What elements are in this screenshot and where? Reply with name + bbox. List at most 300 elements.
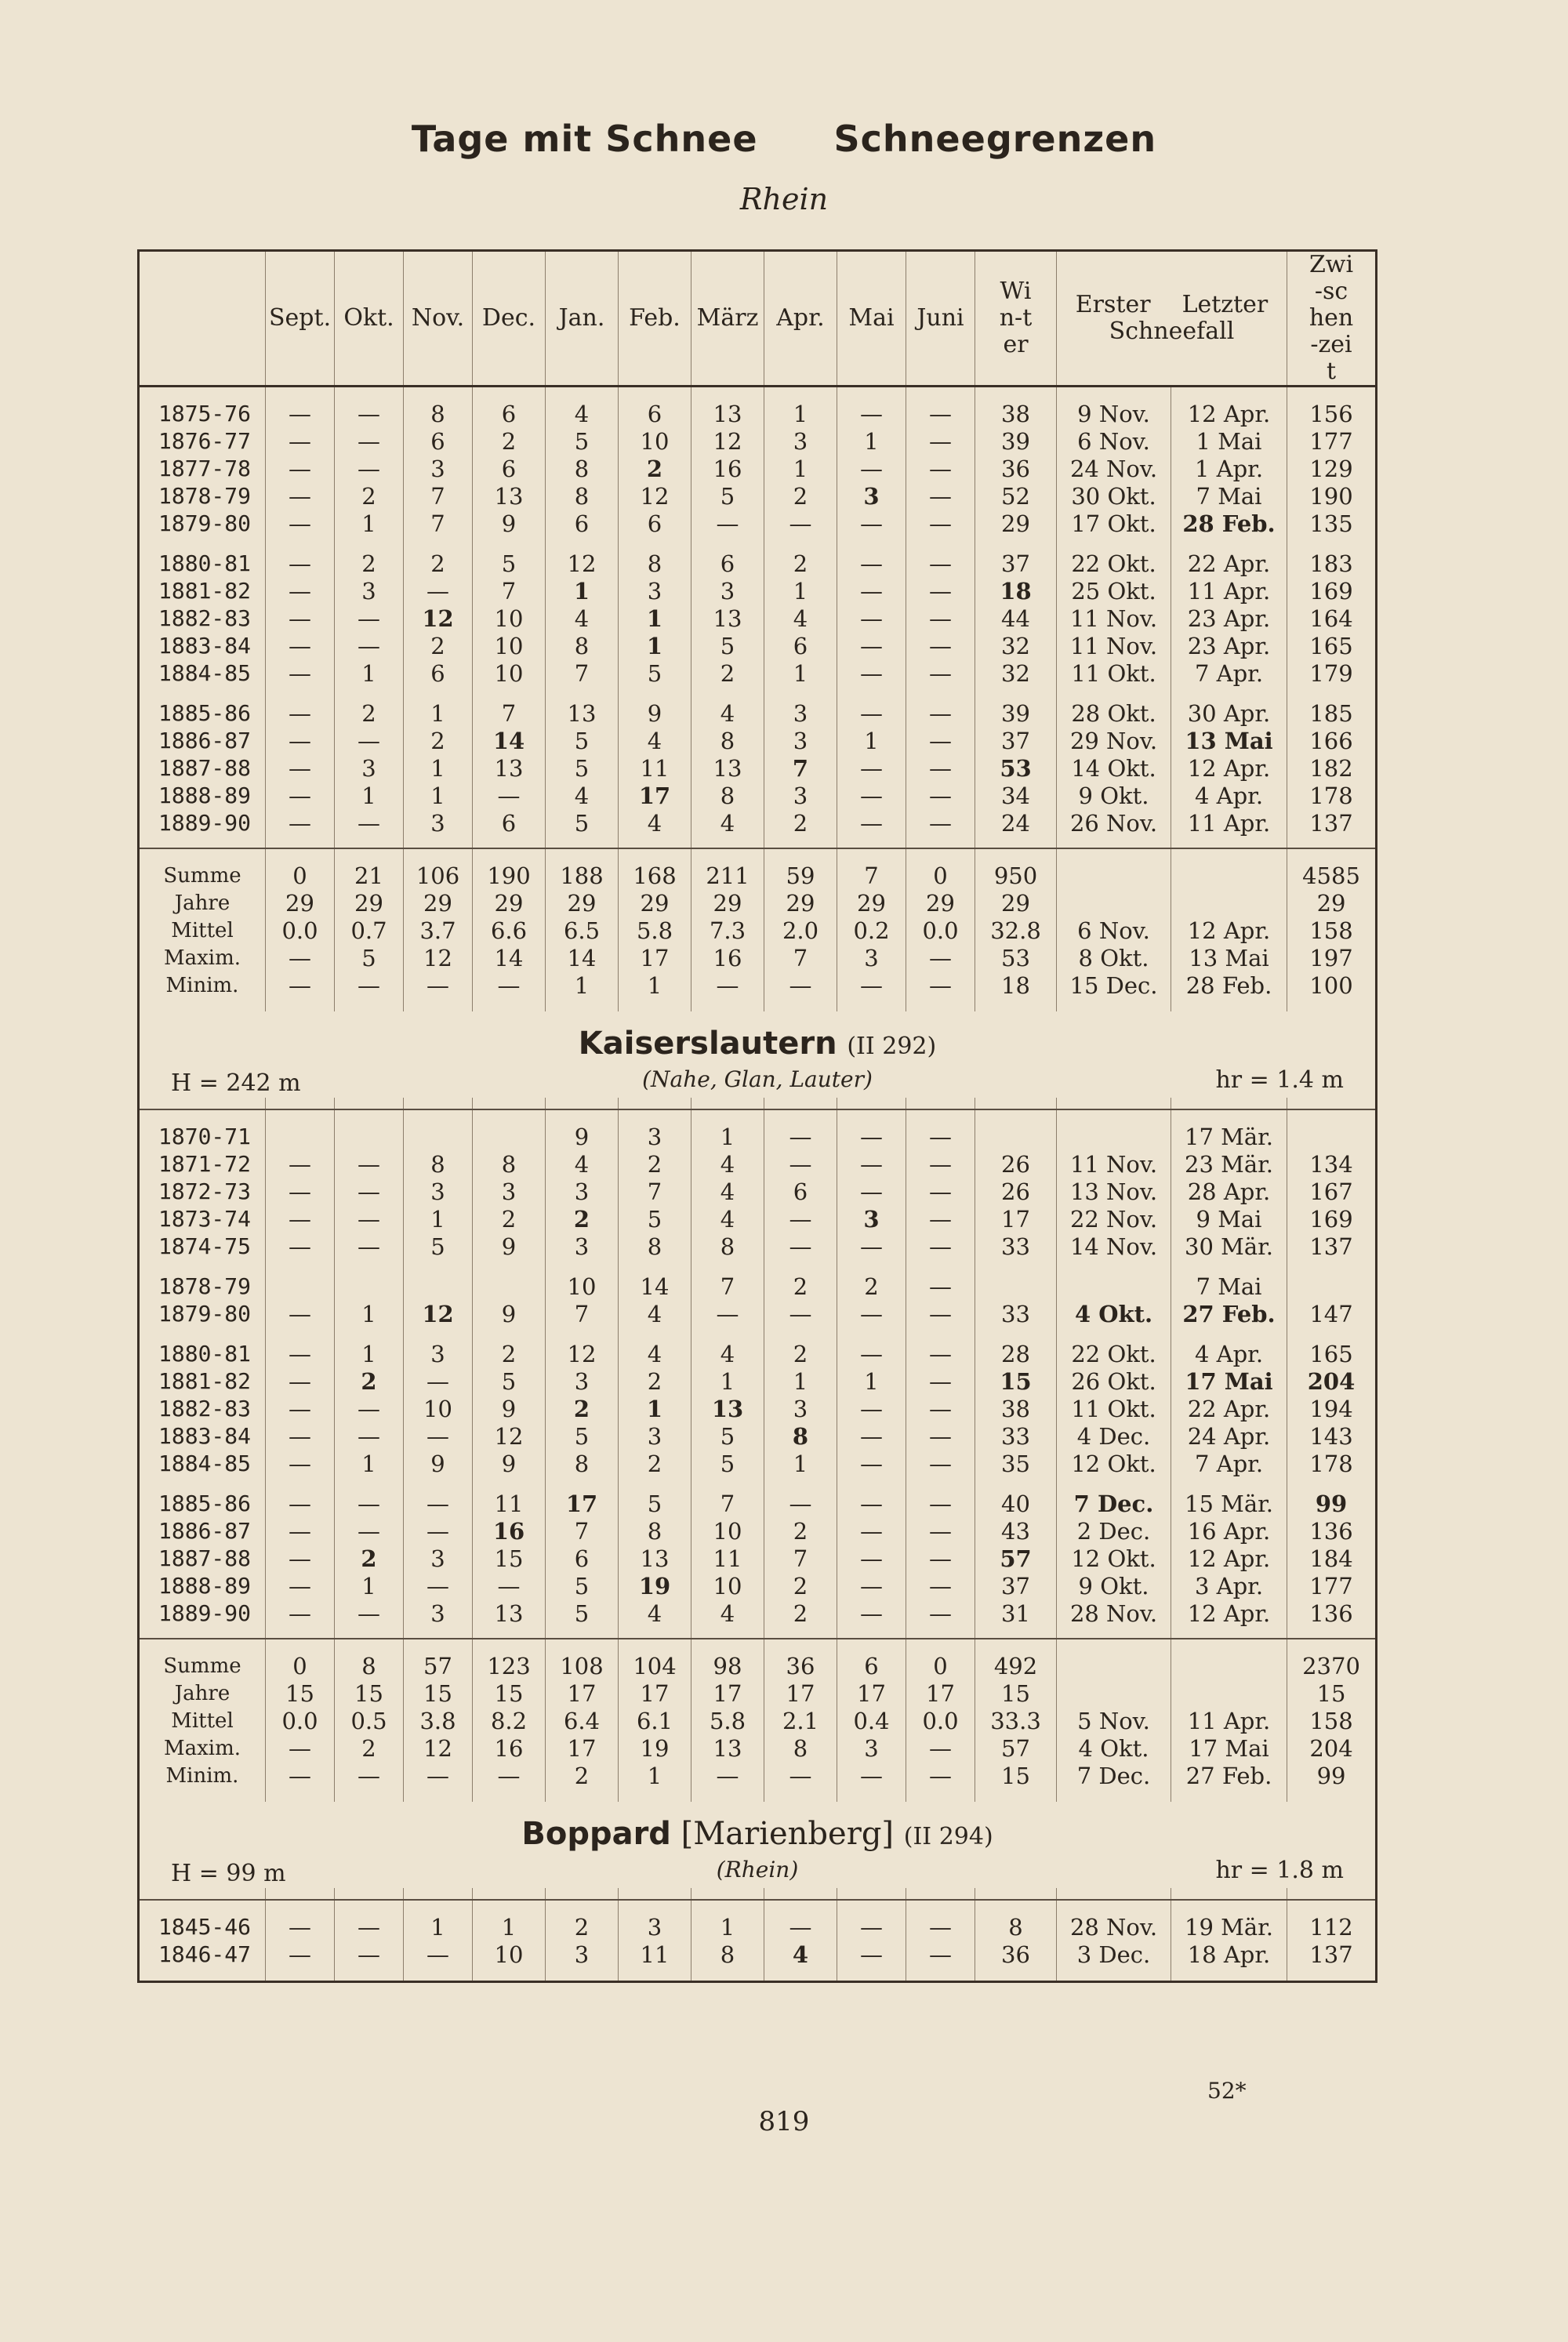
table-cell: 2 — [546, 1205, 619, 1233]
table-cell: — — [266, 1178, 335, 1205]
summary-row — [139, 1734, 1377, 1762]
table-cell: 204 — [1287, 1734, 1377, 1762]
spacer-cell — [764, 837, 837, 848]
table-cell: 2 — [335, 699, 404, 727]
table-cell: 6.5 — [546, 917, 619, 944]
table-cell: 188 — [546, 862, 619, 889]
table-cell: 14 — [546, 944, 619, 971]
table-cell — [975, 1123, 1057, 1150]
spacer-cell — [764, 387, 837, 401]
table-cell: 165 — [1287, 632, 1377, 659]
table-row — [139, 455, 1377, 482]
spacer-cell — [335, 1627, 404, 1639]
table-cell: 7 — [764, 944, 837, 971]
table-cell: — — [837, 1300, 906, 1327]
table-cell: 158 — [1287, 917, 1377, 944]
year-cell: 1878-79 — [158, 483, 252, 509]
header-letzter: Letzter — [1181, 291, 1269, 318]
spacer-cell — [1057, 1260, 1171, 1273]
table-cell: 1 — [404, 1913, 473, 1941]
table-cell: 30 Apr. — [1171, 699, 1287, 727]
spacer-row — [139, 1888, 1377, 1900]
spacer-cell — [266, 1888, 335, 1900]
header-erster-letzter — [1060, 292, 1283, 318]
table-cell: 9 — [473, 1233, 546, 1260]
spacer-cell — [691, 848, 764, 862]
table-cell: — — [837, 1450, 906, 1477]
table-cell: 178 — [1287, 782, 1377, 809]
table-cell: — — [335, 400, 404, 427]
table-cell: 2 — [764, 1517, 837, 1545]
spacer-cell — [1171, 1888, 1287, 1900]
table-cell: 137 — [1287, 1233, 1377, 1260]
spacer-cell — [975, 537, 1057, 550]
year-cell: 1845-46 — [158, 1914, 252, 1940]
table-cell: 0.0 — [906, 1707, 975, 1734]
table-cell: 25 Okt. — [1057, 577, 1171, 605]
table-cell: 4 — [619, 809, 691, 837]
station-header-cell — [139, 1802, 1377, 1888]
table-cell — [1057, 1679, 1171, 1707]
table-cell: — — [837, 1572, 906, 1599]
table-cell: 5.8 — [691, 1707, 764, 1734]
table-cell: 3 — [837, 1734, 906, 1762]
table-cell: 1 — [619, 1395, 691, 1422]
table-cell: — — [691, 971, 764, 999]
table-cell: — — [473, 1762, 546, 1789]
year-cell: 1884-85 — [158, 1451, 252, 1476]
table-cell: 3.7 — [404, 917, 473, 944]
table-cell: 28 Nov. — [1057, 1599, 1171, 1627]
station-header — [140, 1802, 1375, 1888]
table-cell: 5 — [546, 1422, 619, 1450]
table-cell: 8.2 — [473, 1707, 546, 1734]
spacer-cell — [404, 1968, 473, 1982]
table-cell: 3 — [764, 727, 837, 754]
table-cell: 9 — [473, 1395, 546, 1422]
table-cell: 7 — [404, 482, 473, 510]
spacer-cell — [1057, 1098, 1171, 1109]
header-zwischenzeit — [1287, 251, 1377, 387]
spacer-cell — [764, 1888, 837, 1900]
table-cell: — — [837, 809, 906, 837]
table-cell: 31 — [975, 1599, 1057, 1627]
table-cell: 1 — [473, 1913, 546, 1941]
table-cell: 2 — [404, 550, 473, 577]
spacer-cell — [473, 837, 546, 848]
table-row — [139, 782, 1377, 809]
table-cell: 8 — [619, 1233, 691, 1260]
table-row — [139, 1150, 1377, 1178]
spacer-cell — [837, 1627, 906, 1639]
spacer-cell — [404, 1639, 473, 1652]
spacer-cell — [546, 1477, 619, 1490]
table-cell: 8 — [335, 1652, 404, 1679]
spacer-row — [139, 1968, 1377, 1982]
spacer-cell — [619, 837, 691, 848]
table-cell: — — [335, 1913, 404, 1941]
table-cell: 15 Dec. — [1057, 971, 1171, 999]
spacer-cell — [764, 1109, 837, 1123]
spacer-cell — [1057, 1789, 1171, 1802]
table-row — [139, 1233, 1377, 1260]
spacer-cell — [764, 1789, 837, 1802]
table-cell: 6 Nov. — [1057, 917, 1171, 944]
year-cell: 1887-88 — [158, 755, 252, 781]
table-cell: 3 Apr. — [1171, 1572, 1287, 1599]
spacer-cell — [764, 1098, 837, 1109]
table-cell: 14 Nov. — [1057, 1233, 1171, 1260]
table-cell: 29 — [975, 889, 1057, 917]
table-row — [139, 427, 1377, 455]
year-cell: 1874-75 — [158, 1233, 252, 1259]
table-cell: 169 — [1287, 1205, 1377, 1233]
table-cell: — — [906, 1490, 975, 1517]
spacer-cell — [404, 1260, 473, 1273]
table-cell: 12 Apr. — [1171, 1545, 1287, 1572]
table-cell: — — [764, 1205, 837, 1233]
spacer-cell — [546, 687, 619, 699]
spacer-cell — [473, 687, 546, 699]
table-cell: 6 — [404, 427, 473, 455]
table-cell: 16 — [473, 1734, 546, 1762]
spacer-cell — [335, 1477, 404, 1490]
table-cell: 1 — [764, 1450, 837, 1477]
table-cell: 4 Dec. — [1057, 1422, 1171, 1450]
table-cell: 3 — [619, 1123, 691, 1150]
spacer-cell — [546, 1900, 619, 1913]
spacer-row — [139, 1789, 1377, 1802]
table-cell: 1 — [619, 1762, 691, 1789]
table-cell: 8 — [691, 1941, 764, 1968]
table-cell: — — [335, 727, 404, 754]
table-cell: 100 — [1287, 971, 1377, 999]
spacer-cell — [473, 1477, 546, 1490]
table-cell: 3.8 — [404, 1707, 473, 1734]
spacer-cell — [837, 1888, 906, 1900]
table-cell: 15 — [975, 1679, 1057, 1707]
spacer-cell — [404, 1888, 473, 1900]
table-cell: — — [906, 550, 975, 577]
table-cell: 165 — [1287, 1340, 1377, 1367]
spacer-cell — [764, 687, 837, 699]
table-cell: — — [906, 944, 975, 971]
header-apr: Apr. — [764, 251, 837, 387]
table-cell: 4 — [619, 727, 691, 754]
table-cell: 2 — [546, 1395, 619, 1422]
table-cell: — — [906, 605, 975, 632]
spacer-cell — [139, 1109, 266, 1123]
table-cell — [335, 1123, 404, 1150]
table-cell: 4 — [546, 605, 619, 632]
spacer-cell — [975, 837, 1057, 848]
table-cell: — — [473, 971, 546, 999]
spacer-cell — [335, 1260, 404, 1273]
table-cell: — — [837, 400, 906, 427]
table-cell: — — [404, 1422, 473, 1450]
table-cell: — — [335, 1941, 404, 1968]
table-cell — [1287, 1123, 1377, 1150]
table-cell: 9 — [473, 510, 546, 537]
table-cell: — — [404, 577, 473, 605]
table-cell: 19 Mär. — [1171, 1913, 1287, 1941]
spacer-cell — [1057, 999, 1171, 1011]
table-row — [139, 1599, 1377, 1627]
table-cell: 211 — [691, 862, 764, 889]
table-cell: 28 Apr. — [1171, 1178, 1287, 1205]
spacer-cell — [473, 999, 546, 1011]
table-cell: — — [906, 1913, 975, 1941]
year-cell: 1846-47 — [158, 1941, 252, 1967]
table-cell: 15 — [404, 1679, 473, 1707]
table-cell: 13 Mai — [1171, 727, 1287, 754]
spacer-cell — [1287, 1098, 1377, 1109]
table-cell: 29 — [266, 889, 335, 917]
table-cell: 23 Apr. — [1171, 632, 1287, 659]
table-cell: 9 — [404, 1450, 473, 1477]
year-cell: 1872-73 — [158, 1178, 252, 1204]
table-cell: 179 — [1287, 659, 1377, 687]
summary-row — [139, 889, 1377, 917]
table-cell: 3 — [546, 1941, 619, 1968]
table-cell: 8 — [691, 782, 764, 809]
spacer-cell — [906, 1888, 975, 1900]
table-cell: 12 — [619, 482, 691, 510]
table-cell: 33.3 — [975, 1707, 1057, 1734]
table-cell: 2 Dec. — [1057, 1517, 1171, 1545]
table-cell: 15 — [1287, 1679, 1377, 1707]
table-cell: 158 — [1287, 1707, 1377, 1734]
table-cell: 5 — [691, 482, 764, 510]
spacer-cell — [139, 1327, 266, 1340]
table-cell: — — [335, 1422, 404, 1450]
table-cell: 10 — [473, 605, 546, 632]
table-cell: 44 — [975, 605, 1057, 632]
table-cell: 13 — [691, 1395, 764, 1422]
spacer-cell — [1287, 1109, 1377, 1123]
spacer-cell — [619, 1477, 691, 1490]
table-cell: 38 — [975, 400, 1057, 427]
table-cell: 13 Nov. — [1057, 1178, 1171, 1205]
spacer-cell — [906, 1477, 975, 1490]
spacer-cell — [837, 1327, 906, 1340]
table-cell: 8 — [404, 1150, 473, 1178]
table-cell: 1 — [691, 1367, 764, 1395]
spacer-cell — [691, 1968, 764, 1982]
year-cell: 1885-86 — [158, 1491, 252, 1516]
summary-label: Minim. — [165, 973, 239, 997]
table-cell: 13 — [473, 482, 546, 510]
spacer-cell — [546, 1098, 619, 1109]
spacer-cell — [619, 1109, 691, 1123]
spacer-row — [139, 1098, 1377, 1109]
table-cell: 2 — [764, 1273, 837, 1300]
table-row — [139, 1572, 1377, 1599]
spacer-cell — [546, 1789, 619, 1802]
table-cell: 16 Apr. — [1171, 1517, 1287, 1545]
table-cell: 7 Apr. — [1171, 1450, 1287, 1477]
spacer-cell — [266, 687, 335, 699]
table-cell: 2 — [473, 1205, 546, 1233]
table-cell: 3 — [619, 577, 691, 605]
spacer-cell — [1287, 387, 1377, 401]
spacer-cell — [1057, 387, 1171, 401]
table-cell: — — [764, 971, 837, 999]
table-cell: 6 — [473, 809, 546, 837]
table-cell: — — [266, 1367, 335, 1395]
table-cell: 12 Apr. — [1171, 754, 1287, 782]
table-cell: 16 — [691, 944, 764, 971]
table-cell: — — [906, 1762, 975, 1789]
spacer-cell — [975, 1260, 1057, 1273]
table-cell: 3 — [404, 1340, 473, 1367]
table-cell: 1 — [404, 1205, 473, 1233]
spacer-cell — [546, 1109, 619, 1123]
table-cell: 3 — [473, 1178, 546, 1205]
table-cell: — — [404, 1490, 473, 1517]
header-maerz: März — [691, 251, 764, 387]
station-header-row — [139, 1802, 1377, 1888]
header-year — [139, 251, 266, 387]
spacer-cell — [837, 1639, 906, 1652]
spacer-cell — [266, 1627, 335, 1639]
table-cell: 26 Nov. — [1057, 809, 1171, 837]
spacer-cell — [1171, 1477, 1287, 1490]
spacer-cell — [1287, 1639, 1377, 1652]
table-cell: 4 — [546, 1150, 619, 1178]
station-height: H = 242 m — [171, 1069, 301, 1097]
spacer-cell — [1171, 1900, 1287, 1913]
table-cell: 13 — [546, 699, 619, 727]
table-cell: 135 — [1287, 510, 1377, 537]
table-cell: 6 — [619, 510, 691, 537]
table-cell: 129 — [1287, 455, 1377, 482]
table-cell: — — [764, 1150, 837, 1178]
table-cell: 7 — [546, 1517, 619, 1545]
spacer-cell — [404, 1098, 473, 1109]
table-cell: 3 — [764, 699, 837, 727]
table-cell: 99 — [1287, 1490, 1377, 1517]
table-cell: — — [837, 1941, 906, 1968]
table-cell: 13 — [691, 1734, 764, 1762]
table-cell: 1 — [335, 1450, 404, 1477]
summary-label: Maxim. — [163, 946, 241, 970]
spacer-cell — [139, 999, 266, 1011]
table-cell: 11 — [691, 1545, 764, 1572]
spacer-cell — [1057, 1639, 1171, 1652]
spacer-cell — [473, 1888, 546, 1900]
table-cell: 166 — [1287, 727, 1377, 754]
table-cell: — — [266, 1913, 335, 1941]
table-cell: 3 — [691, 577, 764, 605]
table-cell: 18 Apr. — [1171, 1941, 1287, 1968]
table-cell: 4 — [691, 1178, 764, 1205]
table-cell: — — [266, 577, 335, 605]
table-cell: 5 Nov. — [1057, 1707, 1171, 1734]
spacer-cell — [691, 1260, 764, 1273]
table-cell: 11 Okt. — [1057, 1395, 1171, 1422]
table-row — [139, 809, 1377, 837]
spacer-cell — [266, 1639, 335, 1652]
header-dec: Dec. — [473, 251, 546, 387]
table-cell: — — [266, 400, 335, 427]
station-header-cell — [139, 1011, 1377, 1098]
spacer-cell — [764, 999, 837, 1011]
table-cell: 0.0 — [266, 1707, 335, 1734]
table-cell: 12 — [546, 550, 619, 577]
year-cell: 1871-72 — [158, 1151, 252, 1177]
table-cell: 1 — [764, 455, 837, 482]
table-cell: 1 — [837, 1367, 906, 1395]
table-cell: 104 — [619, 1652, 691, 1679]
table-cell: 1 — [837, 727, 906, 754]
table-cell: 53 — [975, 754, 1057, 782]
spacer-cell — [139, 1968, 266, 1982]
table-cell: 57 — [975, 1545, 1057, 1572]
table-cell: — — [335, 1178, 404, 1205]
table-cell: 2 — [619, 1150, 691, 1178]
table-row — [139, 1450, 1377, 1477]
table-cell: — — [837, 1233, 906, 1260]
spacer-cell — [764, 1627, 837, 1639]
spacer-cell — [266, 537, 335, 550]
table-cell: 8 — [691, 1233, 764, 1260]
spacer-cell — [619, 848, 691, 862]
table-cell: 7 — [473, 699, 546, 727]
station-height: H = 99 m — [171, 1860, 286, 1887]
table-cell: 5 — [691, 1422, 764, 1450]
spacer-cell — [619, 387, 691, 401]
table-cell: 9 — [473, 1300, 546, 1327]
table-cell — [473, 1123, 546, 1150]
snow-table — [137, 249, 1377, 1983]
table-cell: 17 — [546, 1679, 619, 1707]
spacer-cell — [1057, 537, 1171, 550]
spacer-cell — [837, 687, 906, 699]
title-left: Tage mit Schnee — [411, 118, 758, 160]
table-cell: 6 — [546, 1545, 619, 1572]
spacer-cell — [906, 1327, 975, 1340]
table-cell: — — [837, 659, 906, 687]
table-cell: 3 — [404, 809, 473, 837]
station-code: (II 292) — [847, 1033, 937, 1060]
table-cell: 2 — [691, 659, 764, 687]
table-cell: 29 Nov. — [1057, 727, 1171, 754]
spacer-cell — [139, 1098, 266, 1109]
table-cell: 14 — [473, 727, 546, 754]
table-cell: — — [266, 971, 335, 999]
table-cell: 11 — [473, 1490, 546, 1517]
table-cell: — — [266, 1340, 335, 1367]
table-cell: — — [335, 1490, 404, 1517]
spacer-cell — [335, 1789, 404, 1802]
year-cell: 1883-84 — [158, 633, 252, 659]
spacer-cell — [1057, 687, 1171, 699]
spacer-cell — [473, 848, 546, 862]
table-cell: 3 — [404, 455, 473, 482]
table-cell: — — [266, 1205, 335, 1233]
spacer-cell — [837, 848, 906, 862]
table-cell: 12 Apr. — [1171, 1599, 1287, 1627]
table-cell: 182 — [1287, 754, 1377, 782]
table-cell: 6 — [546, 510, 619, 537]
year-cell: 1887-88 — [158, 1545, 252, 1571]
table-cell: 4 — [691, 1340, 764, 1367]
table-cell: 1 — [546, 971, 619, 999]
table-cell: 4 — [546, 782, 619, 809]
spacer-cell — [266, 1477, 335, 1490]
table-row — [139, 400, 1377, 427]
